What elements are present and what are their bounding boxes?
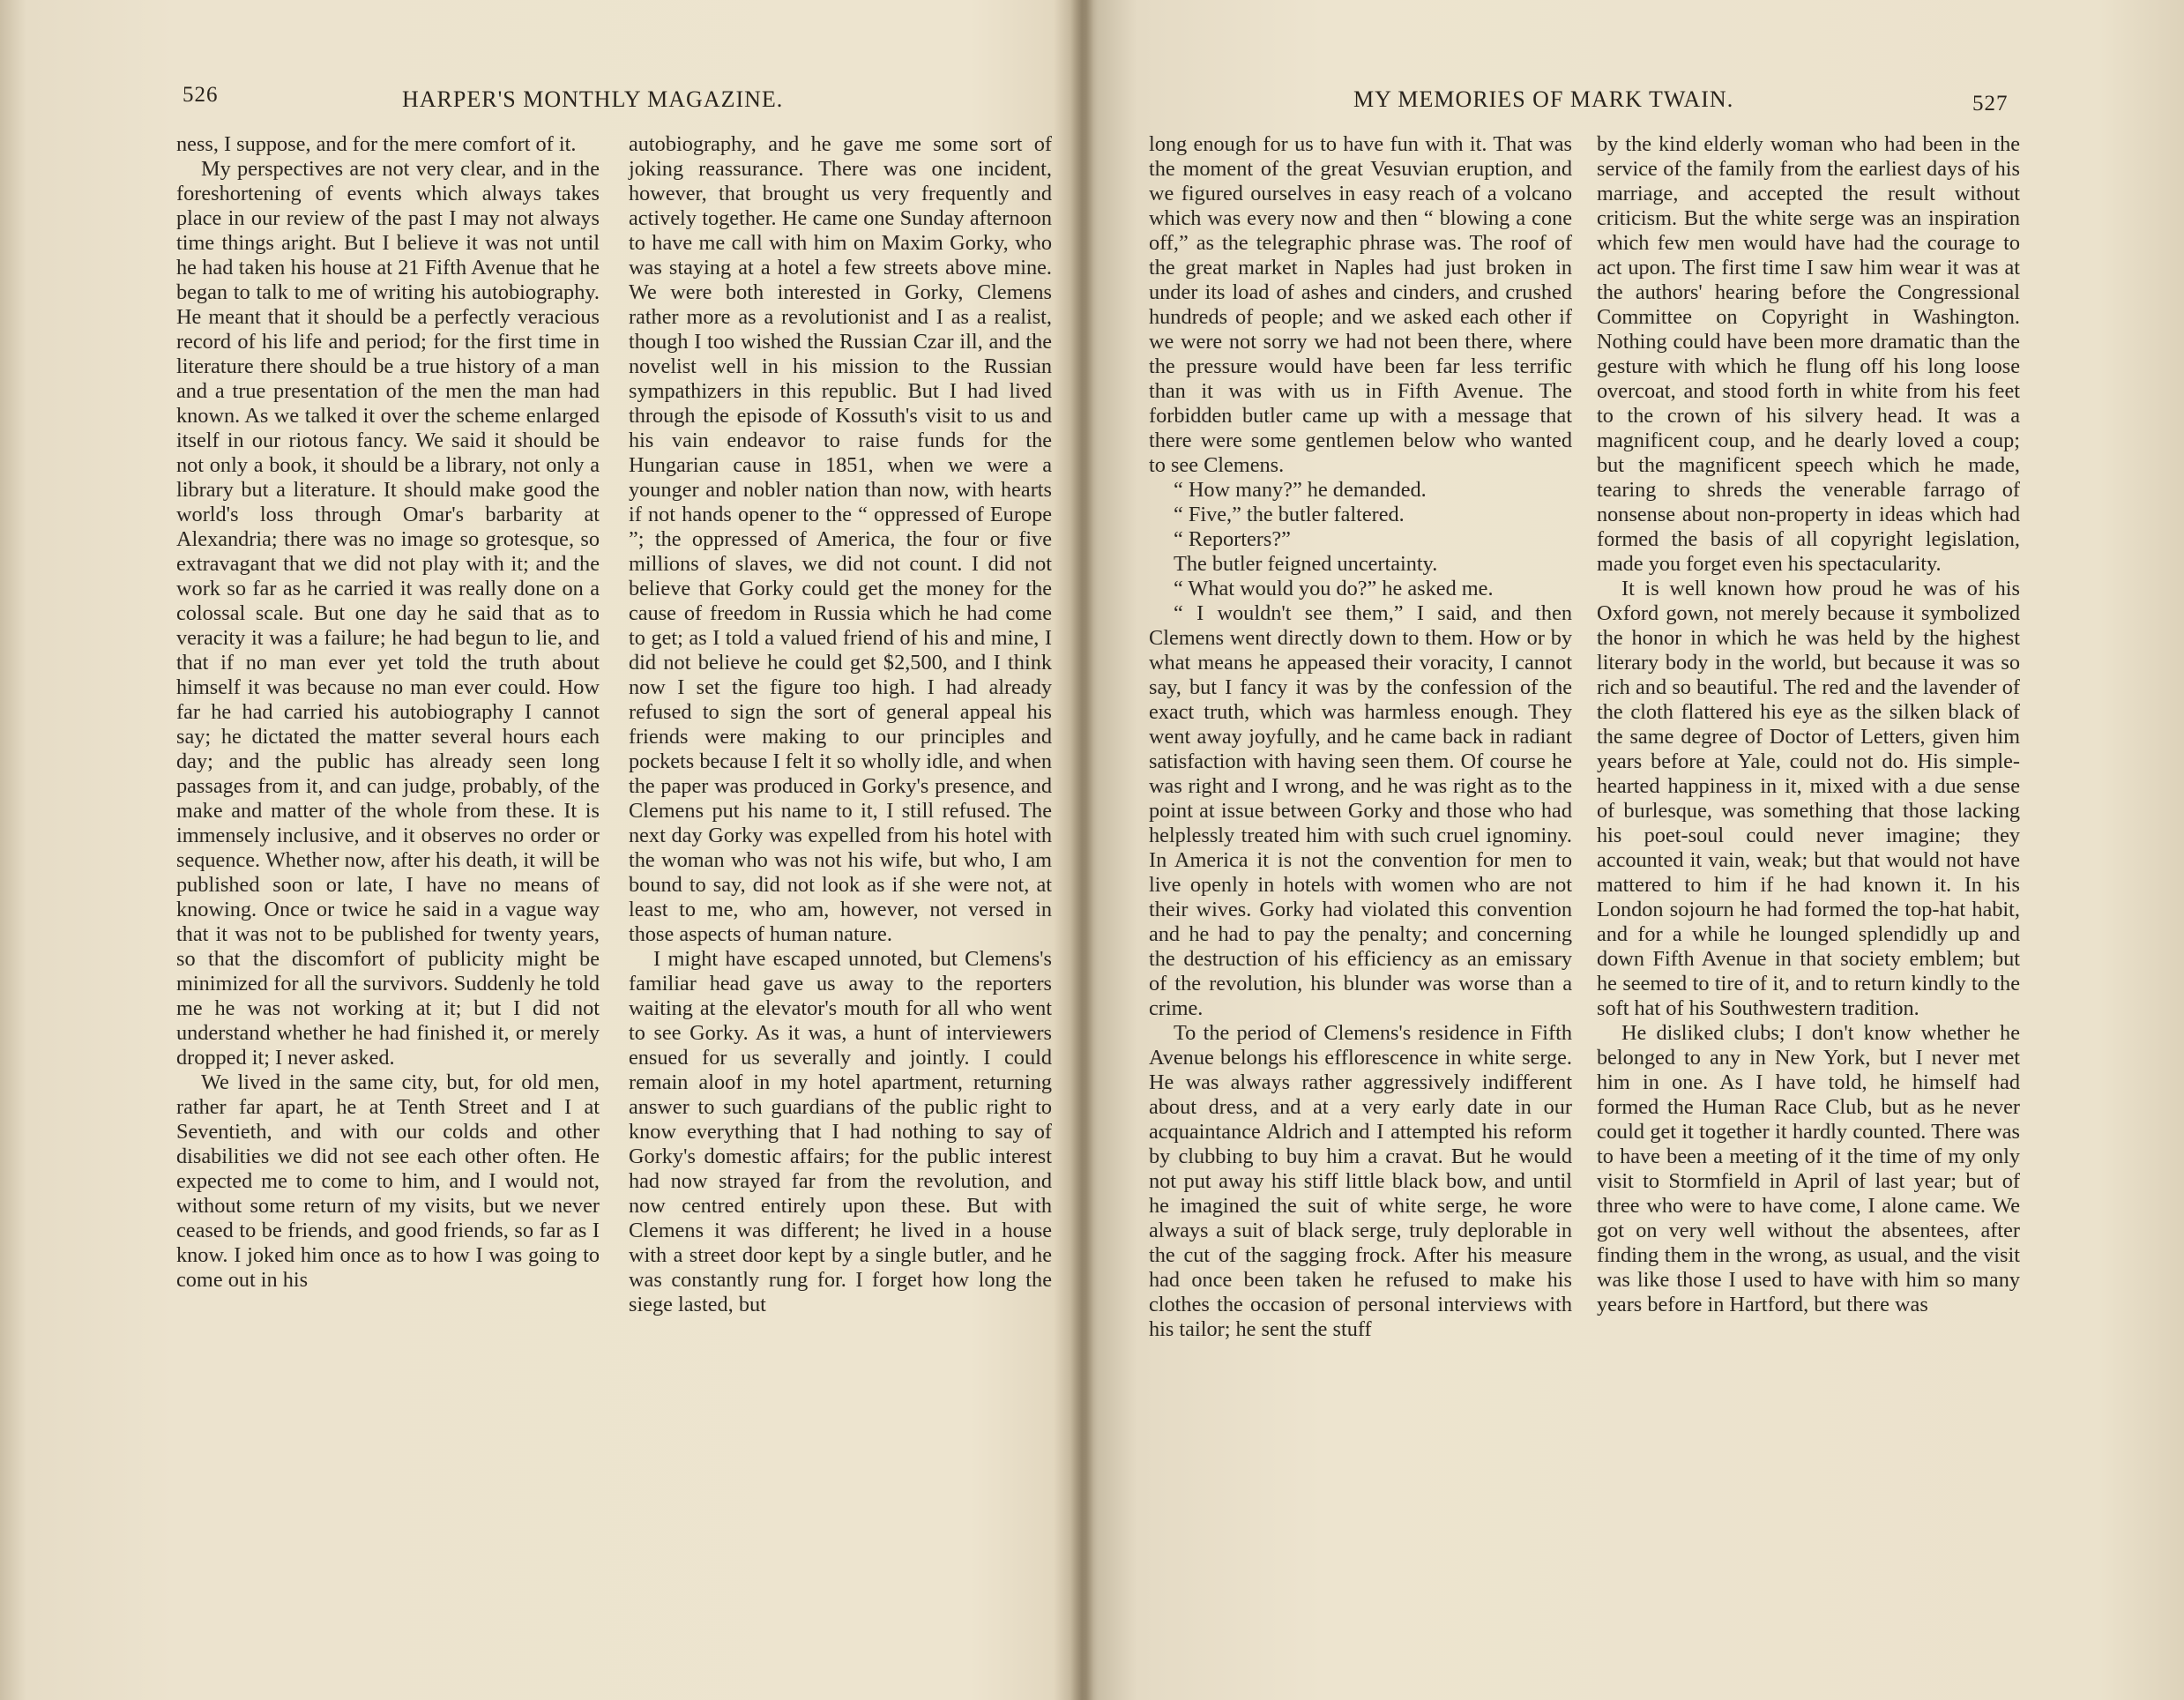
right-page-column-2: [1597, 132, 2020, 1317]
paragraph: ness, I suppose, and for the mere comfort of it.: [176, 132, 577, 156]
paragraph: autobiography, and he gave me some sort of joking reassurance. There was one incident, however, that brought us very frequently and actively together. He came one Sunday afternoon to have me call with him on Maxim Gorky, who was staying at a hotel a few streets above mine. We were both interested in Gorky, Clemens rather more as a revolutionist and I as a realist, though I too wished the Russian Czar ill, and the novelist well in his mission to the Russian sympathizers in this republic. But I had lived through the episode of Kossuth's visit to us and his vain endeavor to raise funds for the Hungarian cause in 1851, when we were a younger and nobler nation than now, with hearts if not hands opener to the “ oppressed of Europe ”; the oppressed of America, the four or five millions of slaves, we did not count. I did not believe that Gorky could get the money for the cause of freedom in Russia which he had come to get; as I told a valued friend of his and mine, I did not believe he could get $2,500, and I think now I set the figure too high. I had already refused to sign the sort of general appeal his friends were making to our principles and pockets because I felt it so wholly idle, and when the paper was produced in Gorky's presence, and Clemens put his name to it, I still refused. The next day Gorky was expelled from his hotel with the woman who was not his wife, but who, I am bound to say, did not look as if she were not, at least to me, who am, however, not versed in those aspects of human nature.: [629, 132, 1052, 946]
paragraph: We lived in the same city, but, for old men, rather far apart, he at Tenth Street and I at Seventieth, and with our colds and other disabilities we did not see each other often. He expected me to come to him, and I would not, without some return of my visits, but we never ceased to be friends, and good friends, so far as I know. I joked him once as to how I was going to come out in his: [176, 1070, 600, 1292]
paragraph: “ I wouldn't see them,” I said, and then Clemens went directly down to them. How or by what means he appeased their voracity, I cannot say, but I fancy it was by the confession of the exact truth, which was harmless enough. They went away joyfully, and he came back in radiant satisfaction with having seen them. Of course he was right and I wrong, and he was right as to the point at issue between Gorky and those who had helplessly treated him with such cruel ignominy. In America it is not the convention for men to live openly in hotels with women who are not their wives. Gorky had violated this convention and he had to pay the penalty; and concerning the destruction of his efficiency as an emissary of the revolution, his blunder was worse than a crime.: [1149, 601, 1572, 1020]
paragraph: “ What would you do?” he asked me.: [1174, 577, 1494, 600]
paragraph: “ How many?” he demanded.: [1174, 478, 1427, 502]
paragraph: He disliked clubs; I don't know whether he belonged to any in New York, but I never met him in one. As I have told, he himself had formed the Human Race Club, but as he never could get it together it hardly counted. There was to have been a meeting of it the time of my only visit to Stormfield in April of last year; but of three who were to have come, I alone came. We got on very well without the absentees, after finding them in the wrong, as usual, and the visit was like those I used to have with him so many years before in Hartford, but there was: [1597, 1021, 2020, 1316]
left-page-column-2: [629, 132, 1052, 1317]
paragraph: by the kind elderly woman who had been in the service of the family from the earliest days of his marriage, and accepted the result without criticism. But the white serge was an inspiration which few men would have had the courage to act upon. The first time I saw him wear it was at the authors' hearing before the Congressional Committee on Copyright in Washington. Nothing could have been more dramatic than the gesture with which he flung off his long loose overcoat, and stood forth in white from his feet to the crown of his silvery head. It was a magnificent coup, and he dearly loved a coup; but the magnificent speech which he made, tearing to shreds the venerable farrago of nonsense about non-property in ideas which had formed the basis of all copyright legislation, made you forget even his spectacularity.: [1597, 132, 2020, 576]
book-gutter: [1070, 0, 1093, 1700]
paragraph: long enough for us to have fun with it. That was the moment of the great Vesuvian eruption, and we figured ourselves in easy reach of a volcano which was every now and then “ blowing a cone off,” as the telegraphic phrase was. The roof of the great market in Naples had just broken in under its load of ashes and cinders, and crushed hundreds of people; and we asked each other if we were not sorry we had not been there, where the pressure would have been far less terrific than it was with us in Fifth Avenue. The forbidden butler came up with a message that there were some gentlemen below who wanted to see Clemens.: [1149, 132, 1572, 477]
paragraph: “ Five,” the butler faltered.: [1174, 503, 1405, 526]
paragraph: The butler feigned uncertainty.: [1174, 552, 1438, 576]
paragraph: “ Reporters?”: [1174, 527, 1291, 551]
paragraph: My perspectives are not very clear, and in the foreshortening of events which always takes place in our review of the past I may not always time things aright. But I believe it was not until he had taken his house at 21 Fifth Avenue that he began to talk to me of writing his autobiography. He meant that it should be a perfectly veracious record of his life and period; for the first time in literature there should be a true history of a man and a true presentation of the men the man had known. As we talked it over the scheme enlarged itself in our riotous fancy. We said it should be not only a book, it should be a library, not only a library but a literature. It should make good the world's loss through Omar's barbarity at Alexandria; there was no image so grotesque, so extravagant that we did not play with it; and the work so far as he carried it was really done on a colossal scale. But one day he said that as to veracity it was a failure; he had begun to lie, and that if no man ever yet told the truth about himself it was because no man ever could. How far he had carried his autobiography I cannot say; he dictated the matter several hours each day; and the public has already seen long passages from it, and can judge, probably, of the make and matter of the whole from these. It is immensely inclusive, and it observes no order or sequence. Whether now, after his death, it will be published soon or late, I have no means of knowing. Once or twice he said in a vague way that it was not to be published for twenty years, so that the discomfort of publicity might be minimized for all the survivors. Suddenly he told me he was not working at it; but I did not understand whether he had finished it, or merely dropped it; I never asked.: [176, 157, 600, 1070]
left-page-column-1: [176, 132, 600, 1293]
paragraph: I might have escaped unnoted, but Clemens's familiar head gave us away to the reporters waiting at the elevator's mouth for all who went to see Gorky. As it was, a hunt of interviewers ensued for us severally and jointly. I could remain aloof in my hotel apartment, returning answer to such guardians of the public right to know everything that I had nothing to say of Gorky's domestic affairs; for the public interest had now strayed far from the revolution, and now centred entirely upon these. But with Clemens it was different; he lived in a house with a street door kept by a single butler, and he was constantly rung for. I forget how long the siege lasted, but: [629, 947, 1052, 1316]
paragraph: To the period of Clemens's residence in Fifth Avenue belongs his efflorescence in white serge. He was always rather aggressively indifferent about dress, and at a very early date in our acquaintance Aldrich and I attempted his reform by clubbing to buy him a cravat. But he would not put away his stiff little black bow, and until he imagined the suit of white serge, he wore always a suit of black serge, truly deplorable in the cut of the sagging frock. After his measure had once been taken he refused to make his clothes the occasion of personal interviews with his tailor; he sent the stuff: [1149, 1021, 1572, 1341]
right-page-column-1: [1149, 132, 1572, 1342]
left-running-head: HARPER'S MONTHLY MAGAZINE.: [402, 86, 784, 112]
right-page-number: 527: [1972, 92, 2009, 116]
right-running-head: MY MEMORIES OF MARK TWAIN.: [1353, 86, 1734, 112]
left-page-number: 526: [183, 83, 219, 107]
paragraph: It is well known how proud he was of his Oxford gown, not merely because it symbolized the honor in which he was held by the highest literary body in the world, but because it was so rich and so beautiful. The red and the lavender of the cloth flattered his eye as the silken black of the same degree of Doctor of Letters, given him years before at Yale, could not do. His simple-hearted happiness in it, mixed with a due sense of burlesque, was something that those lacking his poet-soul could never imagine; they accounted it vain, weak; but that would not have mattered to him if he had known it. In his London sojourn he had formed the top-hat habit, and for a while he lounged splendidly up and down Fifth Avenue in that society emblem; but he seemed to tire of it, and to return kindly to the soft hat of his Southwestern tradition.: [1597, 577, 2020, 1020]
